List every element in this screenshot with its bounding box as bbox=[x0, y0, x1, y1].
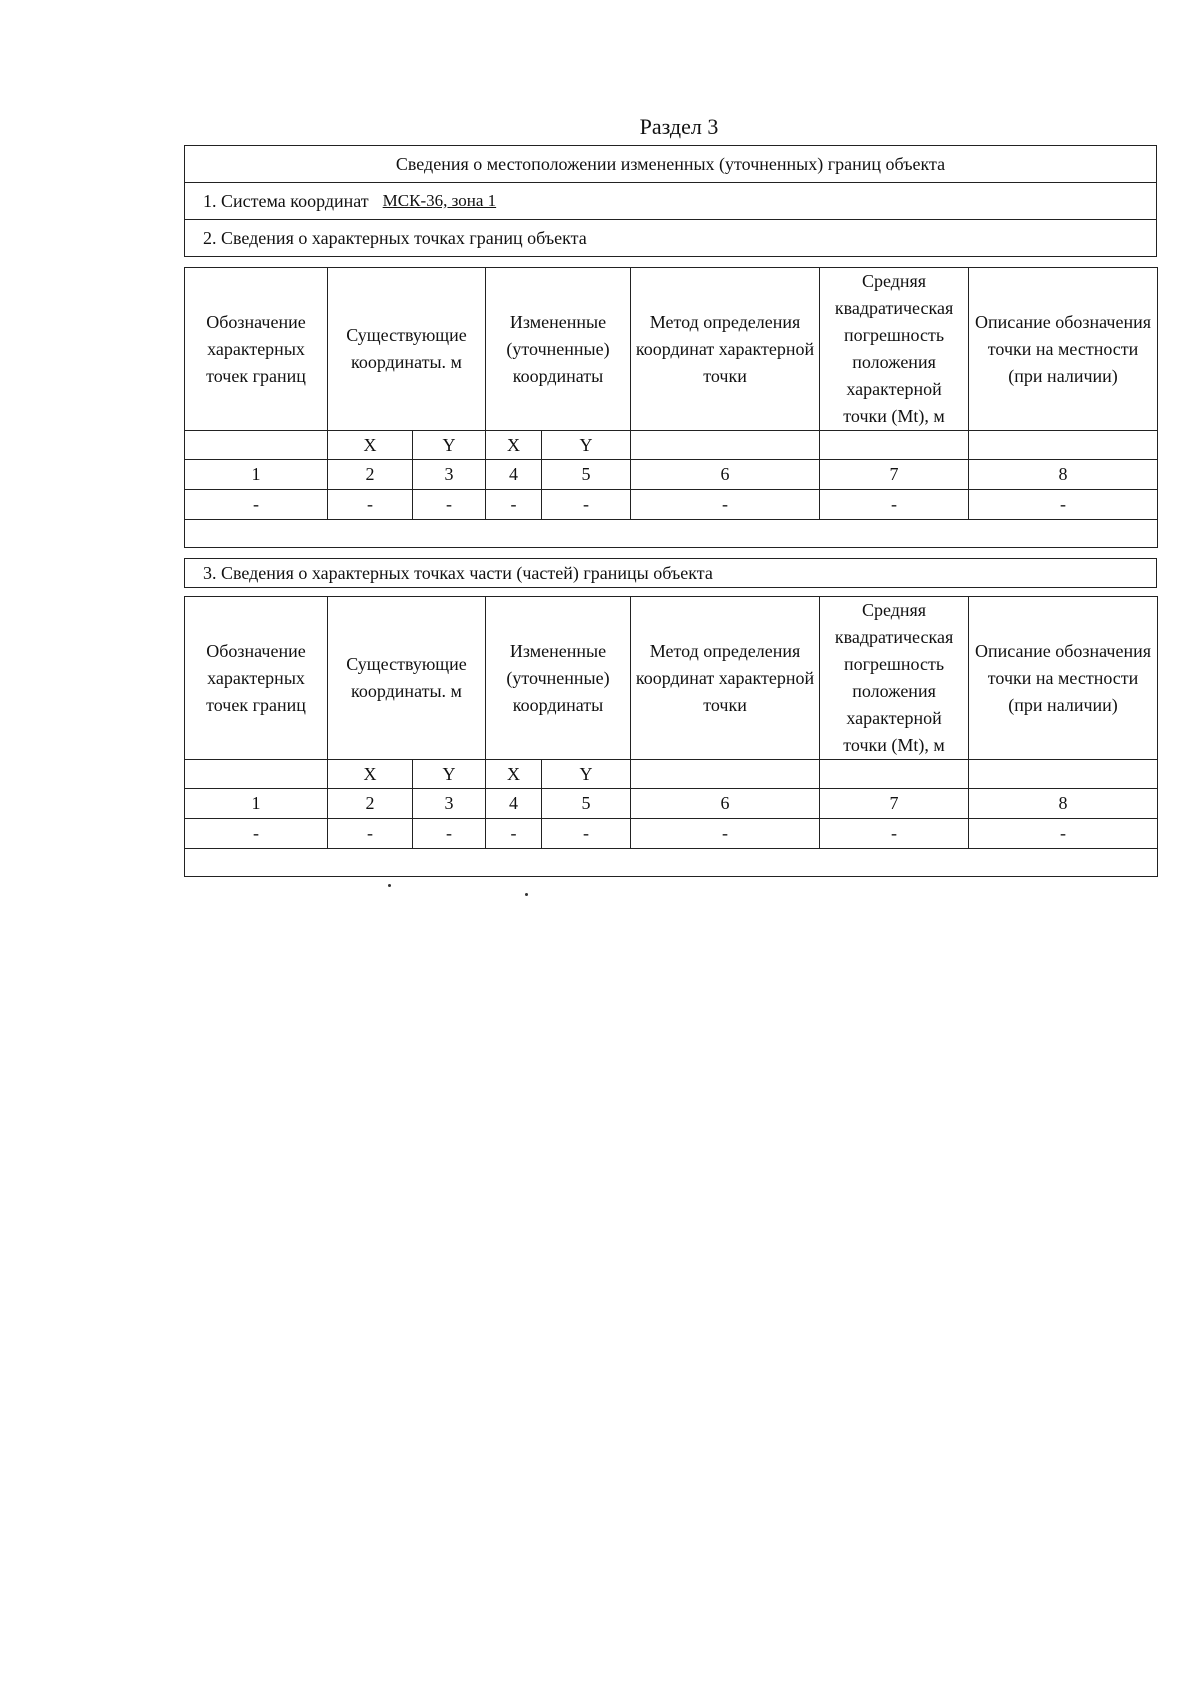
xy-cell: X bbox=[328, 431, 413, 460]
empty-cell bbox=[185, 849, 1158, 877]
number-cell: 2 bbox=[328, 789, 413, 819]
xy-cell: X bbox=[486, 431, 542, 460]
table-empty-row bbox=[185, 849, 1158, 877]
empty-cell bbox=[185, 520, 1158, 548]
data-cell: - bbox=[969, 819, 1158, 849]
col-header-point: Обозначение характерных точек границ bbox=[185, 597, 328, 760]
xy-cell: X bbox=[328, 760, 413, 789]
number-cell: 3 bbox=[413, 789, 486, 819]
number-cell: 8 bbox=[969, 460, 1158, 490]
number-cell: 5 bbox=[542, 460, 631, 490]
number-cell: 3 bbox=[413, 460, 486, 490]
xy-cell: Y bbox=[413, 760, 486, 789]
coord-system-row bbox=[184, 182, 1157, 220]
xy-cell: X bbox=[486, 760, 542, 789]
col-header-point: Обозначение характерных точек границ bbox=[185, 268, 328, 431]
col-header-existing: Существующие координаты. м bbox=[328, 597, 486, 760]
data-cell: - bbox=[185, 819, 328, 849]
xy-cell: Y bbox=[542, 760, 631, 789]
table-row bbox=[185, 819, 1158, 849]
xy-cell bbox=[969, 431, 1158, 460]
number-cell: 7 bbox=[820, 460, 969, 490]
number-cell: 4 bbox=[486, 789, 542, 819]
col-header-description: Описание обозначения точки на местности (при наличии) bbox=[969, 268, 1158, 431]
table-number-row bbox=[185, 460, 1158, 490]
coord-system-value: МСК-36, зона 1 bbox=[382, 191, 497, 210]
data-cell: - bbox=[542, 490, 631, 520]
data-cell: - bbox=[328, 490, 413, 520]
data-cell: - bbox=[185, 490, 328, 520]
data-cell: - bbox=[969, 490, 1158, 520]
number-cell: 8 bbox=[969, 789, 1158, 819]
col-header-error: Средняя квадратическая погрешность положения характерной точки (Mt), м bbox=[820, 597, 969, 760]
points-table-parts bbox=[184, 596, 1158, 877]
section-header: Сведения о местоположении измененных (уточненных) границ объекта bbox=[184, 145, 1157, 183]
section3-title: 3. Сведения о характерных точках части (частей) границы объекта bbox=[184, 558, 1157, 588]
table-xy-row bbox=[185, 431, 1158, 460]
table-empty-row bbox=[185, 520, 1158, 548]
xy-cell bbox=[631, 431, 820, 460]
col-header-description: Описание обозначения точки на местности (при наличии) bbox=[969, 597, 1158, 760]
number-cell: 6 bbox=[631, 460, 820, 490]
xy-cell bbox=[820, 760, 969, 789]
col-header-existing: Существующие координаты. м bbox=[328, 268, 486, 431]
number-cell: 1 bbox=[185, 789, 328, 819]
col-header-method: Метод определения координат характерной точки bbox=[631, 597, 820, 760]
xy-cell bbox=[185, 431, 328, 460]
data-cell: - bbox=[631, 819, 820, 849]
number-cell: 1 bbox=[185, 460, 328, 490]
data-cell: - bbox=[820, 819, 969, 849]
number-cell: 7 bbox=[820, 789, 969, 819]
data-cell: - bbox=[486, 819, 542, 849]
number-cell: 4 bbox=[486, 460, 542, 490]
scan-speck bbox=[525, 893, 528, 896]
table-header-row bbox=[185, 268, 1158, 431]
coord-system-label: 1. Система координат bbox=[203, 190, 369, 211]
number-cell: 5 bbox=[542, 789, 631, 819]
data-cell: - bbox=[328, 819, 413, 849]
col-header-changed: Измененные (уточненные) координаты bbox=[486, 597, 631, 760]
table-header-row bbox=[185, 597, 1158, 760]
col-header-error: Средняя квадратическая погрешность положения характерной точки (Mt), м bbox=[820, 268, 969, 431]
number-cell: 2 bbox=[328, 460, 413, 490]
data-cell: - bbox=[413, 819, 486, 849]
data-cell: - bbox=[542, 819, 631, 849]
data-cell: - bbox=[413, 490, 486, 520]
col-header-method: Метод определения координат характерной точки bbox=[631, 268, 820, 431]
xy-cell bbox=[631, 760, 820, 789]
number-cell: 6 bbox=[631, 789, 820, 819]
table-xy-row bbox=[185, 760, 1158, 789]
xy-cell bbox=[185, 760, 328, 789]
xy-cell: Y bbox=[413, 431, 486, 460]
data-cell: - bbox=[631, 490, 820, 520]
scan-speck bbox=[388, 884, 391, 887]
xy-cell: Y bbox=[542, 431, 631, 460]
data-cell: - bbox=[486, 490, 542, 520]
points-table-boundary bbox=[184, 267, 1158, 548]
page-title: Раздел 3 bbox=[639, 114, 719, 139]
xy-cell bbox=[969, 760, 1158, 789]
table-row bbox=[185, 490, 1158, 520]
col-header-changed: Измененные (уточненные) координаты bbox=[486, 268, 631, 431]
xy-cell bbox=[820, 431, 969, 460]
data-cell: - bbox=[820, 490, 969, 520]
section2-title: 2. Сведения о характерных точках границ объекта bbox=[184, 219, 1157, 257]
table-number-row bbox=[185, 789, 1158, 819]
